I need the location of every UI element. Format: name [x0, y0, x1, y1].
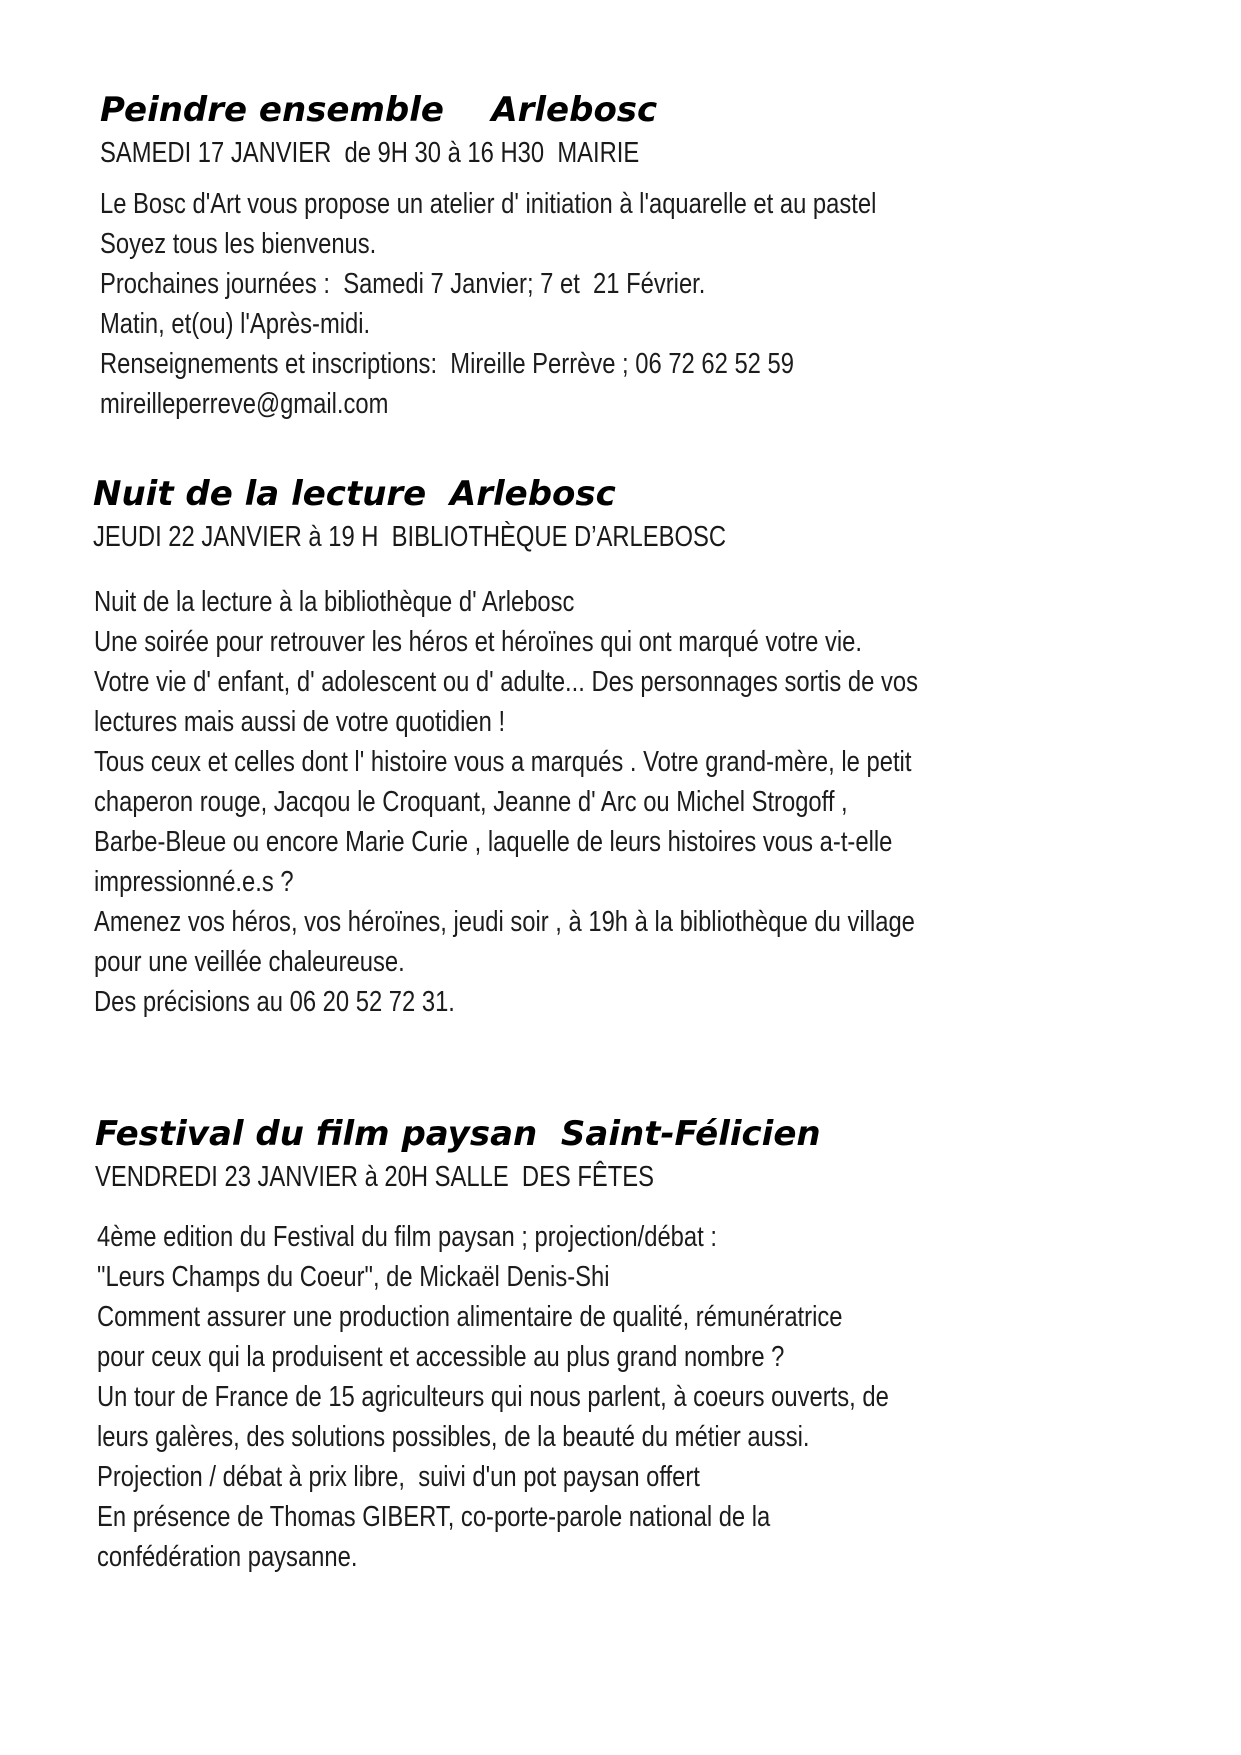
body-line: Le Bosc d'Art vous propose un atelier d' initiation à l'aquarelle et au pastel: [100, 188, 877, 220]
section-title-nuit-de-la-lecture: Nuit de la lecture Arlebosc: [93, 474, 616, 514]
body-line: Tous ceux et celles dont l' histoire vous a marqués . Votre grand-mère, le petit: [94, 746, 912, 778]
body-line: impressionné.e.s ?: [94, 866, 294, 898]
phone-text: Des précisions au 06 20 52 72 31.: [94, 986, 455, 1018]
body-line: Soyez tous les bienvenus.: [100, 228, 377, 260]
body-line: pour une veillée chaleureuse.: [94, 946, 405, 978]
body-line: Comment assurer une production alimentaire de qualité, rémunératrice: [97, 1301, 843, 1333]
body-line: Nuit de la lecture à la bibliothèque d' Arlebosc: [94, 586, 575, 618]
section-body: [100, 184, 1047, 424]
section-subtitle-date-location: VENDREDI 23 JANVIER à 20H SALLE DES FÊTES: [95, 1161, 655, 1193]
body-line: Votre vie d' enfant, d' adolescent ou d' adulte... Des personnages sortis de vos: [94, 666, 918, 698]
body-line: Barbe-Bleue ou encore Marie Curie , laquelle de leurs histoires vous a-t-elle: [94, 826, 893, 858]
body-line: Un tour de France de 15 agriculteurs qui nous parlent, à coeurs ouverts, de: [97, 1381, 889, 1413]
body-line: En présence de Thomas GIBERT, co-porte-parole national de la: [97, 1501, 771, 1533]
section-subtitle-date-location: SAMEDI 17 JANVIER de 9H 30 à 16 H30 MAIRIE: [100, 137, 640, 169]
body-line: chaperon rouge, Jacqou le Croquant, Jeanne d' Arc ou Michel Strogoff ,: [94, 786, 848, 818]
body-line: Prochaines journées : Samedi 7 Janvier; 7 et 21 Février.: [100, 268, 706, 300]
body-line: Une soirée pour retrouver les héros et héroïnes qui ont marqué votre vie.: [94, 626, 862, 658]
body-line: Renseignements et inscriptions: Mireille Perrève ; 06 72 62 52 59: [100, 348, 794, 380]
body-line: leurs galères, des solutions possibles, de la beauté du métier aussi.: [97, 1421, 810, 1453]
section-subtitle-date-location: JEUDI 22 JANVIER à 19 H BIBLIOTHÈQUE D’ARLEBOSC: [93, 521, 727, 553]
body-line: pour ceux qui la produisent et accessible au plus grand nombre ?: [97, 1341, 785, 1373]
email-text: mireilleperreve@gmail.com: [100, 388, 389, 420]
body-line: 4ème edition du Festival du film paysan ; projection/débat :: [97, 1221, 717, 1253]
body-line: lectures mais aussi de votre quotidien !: [94, 706, 506, 738]
section-title-festival-film-paysan: Festival du film paysan Saint-Félicien: [95, 1114, 821, 1154]
section-body: [94, 582, 1099, 1022]
section-body: [97, 1217, 1063, 1577]
body-line: Projection / débat à prix libre, suivi d'un pot paysan offert: [97, 1461, 700, 1493]
section-title-peindre-ensemble: Peindre ensemble Arlebosc: [100, 90, 658, 130]
body-line: Amenez vos héros, vos héroïnes, jeudi soir , à 19h à la bibliothèque du village: [94, 906, 915, 938]
body-line: Matin, et(ou) l'Après-midi.: [100, 308, 371, 340]
body-line: "Leurs Champs du Coeur", de Mickaël Denis-Shi: [97, 1261, 610, 1293]
body-line: confédération paysanne.: [97, 1541, 358, 1573]
